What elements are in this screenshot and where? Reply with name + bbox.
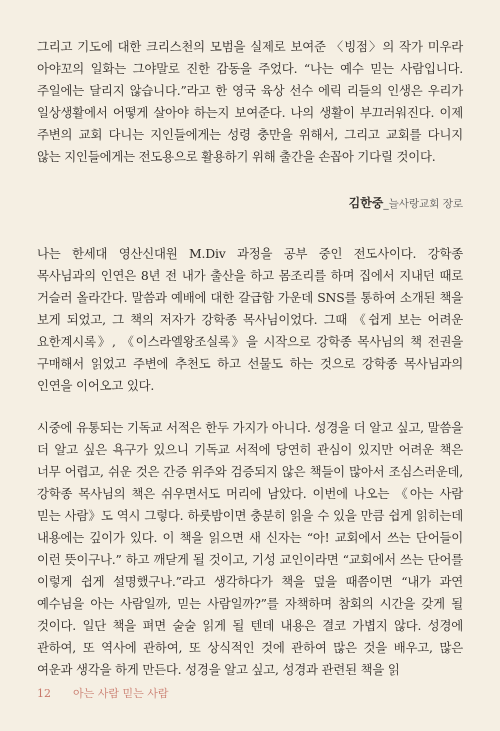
- endorser-affiliation: _늘사랑교회 장로: [383, 198, 463, 210]
- page-footer: [37, 685, 169, 701]
- endorsement-signature: [349, 194, 463, 211]
- endorser-name: 김한중: [348, 196, 384, 210]
- endorsement-paragraph: 그리고 기도에 대한 크리스천의 모범을 실제로 보여준 〈빙점〉의 작가 미우라 아야꼬의 일화는 그야말로 진한 감동을 주었다. “나는 예수 믿는 사람입니다. 주일에는 달리지 않습니다.”라고 한 영국 육상 선수 에릭 리들의 인생은 우리가 일상생활에서 어떻게 살아야 하는지 보여준다. 나의 생활이 부끄러워진다. 이제 주변의 교회 다니는 지인들에게는 성령 충만을 위해서, 그리고 교회를 다니지 않는 지인들에게는 전도용으로 활용하기 위해 출간을 손꼽아 기다릴 것이다.: [37, 39, 463, 164]
- running-title: 아는 사람 믿는 사람: [73, 687, 169, 700]
- endorsement-paragraph-body: 시중에 유통되는 기독교 서적은 한두 가지가 아니다. 성경을 더 알고 싶고, 말씀을 더 알고 싶은 욕구가 있으니 기독교 서적에 당연히 관심이 있지만 어려운 책은 너무 어렵고, 쉬운 것은 간증 위주와 검증되지 않은 책들이 많아서 조심스러운데, 강학종 목사님의 책은 쉬우면서도 머리에 남았다. 이번에 나오는 《아는 사람 믿는 사람》도 역시 그렇다. 하룻밤이면 충분히 읽을 수 있을 만큼 쉽게 읽히는데 내용에는 깊이가 있다. 이 책을 읽으면 새 신자는 “아! 교회에서 쓰는 단어들이 이런 뜻이구나.” 하고 깨닫게 될 것이고, 기성 교인이라면 “교회에서 쓰는 단어를 이렇게 쉽게 설명했구나.”라고 생각하다가 책을 덮을 때쯤이면 “내가 과연 예수님을 아는 사람일까, 믿는 사람일까?”를 자책하며 참회의 시간을 갖게 될 것이다. 일단 책을 펴면 술술 읽게 될 텐데 내용은 결코 가볍지 않다. 성경에 관하여, 또 역사에 관하여, 또 상식적인 것에 관하여 많은 것을 배우고, 많은 여운과 생각을 하게 만든다. 성경을 알고 싶고, 성경과 관련된 책을 읽: [37, 420, 463, 677]
- page-number: 12: [37, 687, 51, 700]
- endorsement-paragraph-intro: 나는 한세대 영산신대원 M.Div 과정을 공부 중인 전도사이다. 강학종 목사님과의 인연은 8년 전 내가 출산을 하고 몸조리를 하며 집에서 지내던 때로 거슬러 올라간다. 말씀과 예배에 대한 갈급함 가운데 SNS를 통하여 소개된 책을 보게 되었고, 그 책의 저자가 강학종 목사님이었다. 그때 《쉽게 보는 어려운 요한계시록》, 《이스라엘왕조실록》을 시작으로 강학종 목사님의 책 전권을 구매해서 읽었고 주변에 추천도 하고 선물도 하는 것으로 강학종 목사님과의 인연을 이어오고 있다.: [37, 246, 463, 393]
